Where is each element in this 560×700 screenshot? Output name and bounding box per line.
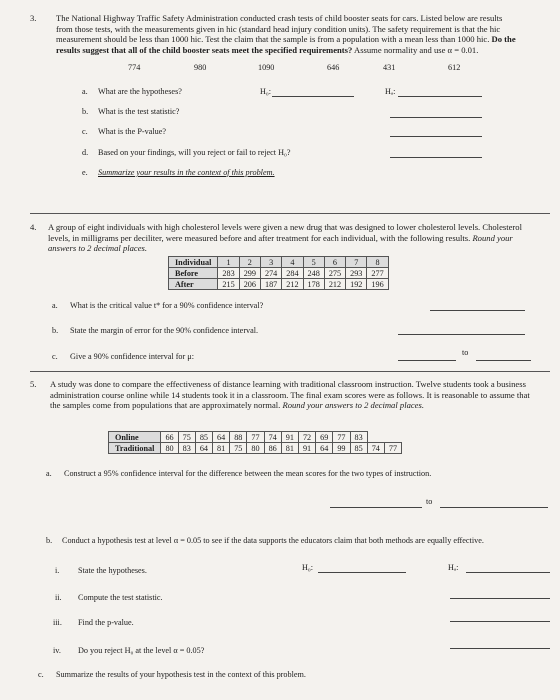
table-cell: 74	[367, 443, 384, 454]
q3e-text: Summarize your results in the context of this problem.	[98, 168, 275, 177]
table-cell: 80	[161, 443, 178, 454]
q3-prompt	[56, 13, 516, 55]
q3c-answer-line[interactable]	[390, 136, 482, 137]
q5a-label: a.	[46, 469, 52, 478]
q5a-lower-line[interactable]	[330, 507, 422, 508]
table-header: Before	[169, 268, 218, 279]
table-cell: 1	[218, 257, 239, 268]
q5b-iv-answer-line[interactable]	[450, 648, 550, 649]
q4-table	[168, 256, 389, 290]
q4-number: 4.	[30, 222, 37, 232]
table-cell: 8	[367, 257, 388, 268]
q3b-answer-line[interactable]	[390, 117, 482, 118]
table-cell: 212	[324, 279, 345, 290]
q5-table	[108, 431, 402, 454]
table-cell: 215	[218, 279, 239, 290]
q4-text: A group of eight individuals with high cholesterol levels were given a new drug that was designed to lower cholesterol levels. Cholesterol levels, in milligrams per deciliter, were measured before and after treatment for each individual, with the following results.	[48, 222, 522, 243]
q4a-answer-line[interactable]	[430, 310, 525, 311]
q5-ha-label: Hₐ:	[448, 563, 459, 572]
q5b-iii-text: Find the p-value.	[78, 618, 134, 627]
table-cell: 196	[367, 279, 388, 290]
q4c-to: to	[462, 348, 469, 357]
table-row	[169, 257, 389, 268]
table-cell: 248	[303, 268, 324, 279]
table-cell: 81	[281, 443, 298, 454]
q3-ha-answer-line[interactable]	[398, 96, 482, 97]
q3b-label: b.	[82, 107, 89, 116]
table-cell: 187	[260, 279, 281, 290]
q5-text: A study was done to compare the effectiveness of distance learning with traditional classroom instruction. Twelve students took a business administration course online while 14 students took it in a classroom. The final exam scores were as follows. It is reasonable to assume that the samples come from populations that are approximately normal.	[50, 379, 530, 411]
q5b-ii-text: Compute the test statistic.	[78, 593, 163, 602]
table-cell: 77	[247, 432, 264, 443]
q3d-answer-line[interactable]	[390, 157, 482, 158]
table-cell: 275	[324, 268, 345, 279]
q5-h0-label: H₀:	[302, 563, 314, 572]
q5b-text: Conduct a hypothesis test at level α = 0.05 to see if the data supports the educators claim that both methods are equally effective.	[62, 536, 484, 545]
q4c-lower-line[interactable]	[398, 360, 456, 361]
table-cell: 81	[213, 443, 230, 454]
table-row	[109, 432, 402, 443]
q5a-upper-line[interactable]	[440, 507, 548, 508]
table-cell: 66	[161, 432, 178, 443]
q3-value: 612	[448, 63, 461, 72]
table-cell: 75	[178, 432, 195, 443]
table-cell: 4	[282, 257, 303, 268]
q4c-upper-line[interactable]	[476, 360, 531, 361]
table-cell: 178	[303, 279, 324, 290]
q4b-answer-line[interactable]	[398, 334, 525, 335]
q5b-iv-text: Do you reject H₀ at the level α = 0.05?	[78, 646, 205, 655]
q5c-label: c.	[38, 670, 44, 679]
table-cell: 277	[367, 268, 388, 279]
table-cell: 64	[195, 443, 212, 454]
q4-prompt	[48, 222, 528, 254]
table-cell: 206	[239, 279, 260, 290]
table-cell: 212	[282, 279, 303, 290]
table-cell: 299	[239, 268, 260, 279]
table-cell: 91	[281, 432, 298, 443]
q5b-ii-answer-line[interactable]	[450, 598, 550, 599]
q5-number: 5.	[30, 379, 37, 389]
table-cell: 77	[384, 443, 401, 454]
q3-value: 646	[327, 63, 340, 72]
q3a-label: a.	[82, 87, 88, 96]
table-cell: 192	[346, 279, 367, 290]
q3a-text: What are the hypotheses?	[98, 87, 182, 96]
q4b-label: b.	[52, 326, 59, 335]
q3-h0-answer-line[interactable]	[272, 96, 354, 97]
q5-prompt	[50, 379, 540, 411]
table-cell: 7	[346, 257, 367, 268]
table-cell: 86	[264, 443, 281, 454]
table-cell: 72	[298, 432, 315, 443]
table-cell: 77	[333, 432, 350, 443]
table-cell: 284	[282, 268, 303, 279]
q3-value: 1090	[258, 63, 275, 72]
q3d-text: Based on your findings, will you reject or fail to reject H₀?	[98, 148, 291, 157]
table-row	[109, 443, 402, 454]
q3b-text: What is the test statistic?	[98, 107, 180, 116]
table-cell: 85	[350, 443, 367, 454]
table-cell: 293	[346, 268, 367, 279]
table-cell: 6	[324, 257, 345, 268]
table-cell: 3	[260, 257, 281, 268]
q5a-to: to	[426, 497, 433, 506]
q4c-text: Give a 90% confidence interval for μ:	[70, 352, 194, 361]
q3-text-bold: Do the results suggest that all of the child booster seats meet the specified requirements?	[56, 34, 516, 55]
table-cell: 64	[316, 443, 333, 454]
table-header: Online	[109, 432, 161, 443]
table-cell: 283	[218, 268, 239, 279]
q5-instruction: Round your answers to 2 decimal places.	[282, 400, 424, 411]
table-cell: 5	[303, 257, 324, 268]
q5b-iii-answer-line[interactable]	[450, 621, 550, 622]
table-cell: 91	[298, 443, 315, 454]
q5b-ii-label: ii.	[55, 593, 62, 602]
table-cell: 83	[178, 443, 195, 454]
q5-h0-answer-line[interactable]	[318, 572, 406, 573]
table-cell: 75	[230, 443, 247, 454]
q5b-i-text: State the hypotheses.	[78, 566, 147, 575]
q3-value: 980	[194, 63, 207, 72]
table-cell: 74	[264, 432, 281, 443]
q5b-label: b.	[46, 536, 53, 545]
q4c-label: c.	[52, 352, 58, 361]
table-cell: 88	[230, 432, 247, 443]
table-cell: 64	[213, 432, 230, 443]
table-cell: 2	[239, 257, 260, 268]
table-row	[169, 279, 389, 290]
table-cell: 85	[195, 432, 212, 443]
q3e-label: e.	[82, 168, 88, 177]
q5b-iii-label: iii.	[53, 618, 62, 627]
q3-ha-label: Hₐ:	[385, 87, 396, 96]
table-cell: 83	[350, 432, 367, 443]
table-header: Individual	[169, 257, 218, 268]
q3-value: 774	[128, 63, 141, 72]
q4b-text: State the margin of error for the 90% confidence interval.	[70, 326, 259, 335]
table-cell: 274	[260, 268, 281, 279]
q3d-label: d.	[82, 148, 89, 157]
table-cell: 69	[316, 432, 333, 443]
q3-number: 3.	[30, 13, 37, 23]
table-row	[169, 268, 389, 279]
table-header: After	[169, 279, 218, 290]
q4a-label: a.	[52, 301, 58, 310]
table-cell-empty	[384, 432, 401, 443]
q5b-i-label: i.	[55, 566, 60, 575]
q5b-iv-label: iv.	[53, 646, 61, 655]
q3-text: The National Highway Traffic Safety Administration conducted crash tests of child booster seats for cars. Listed below are results from those tests, with the measurements given in hic (standard head injury condition units). The safety requirement is that the hic measurement should be less than 1000 hic. Test the claim that the sample is from a population with a mean less than 1000 hic.	[56, 13, 503, 45]
q3c-label: c.	[82, 127, 88, 136]
q4a-text: What is the critical value t* for a 90% confidence interval?	[70, 301, 264, 310]
q5c-text: Summarize the results of your hypothesis test in the context of this problem.	[56, 670, 306, 679]
divider	[30, 371, 550, 372]
q3-value: 431	[383, 63, 396, 72]
q3-h0-label: H₀:	[260, 87, 272, 96]
table-header: Traditional	[109, 443, 161, 454]
q3c-text: What is the P-value?	[98, 127, 166, 136]
table-cell-empty	[367, 432, 384, 443]
divider	[30, 213, 550, 214]
q4-instruction: Round your answers to 2 decimal places.	[48, 232, 513, 254]
q5a-text: Construct a 95% confidence interval for the difference between the mean scores for the two types of instruction.	[64, 469, 432, 478]
q5-ha-answer-line[interactable]	[466, 572, 550, 573]
table-cell: 80	[247, 443, 264, 454]
q3-text-assume: Assume normality and use α = 0.01.	[353, 44, 479, 55]
table-cell: 99	[333, 443, 350, 454]
